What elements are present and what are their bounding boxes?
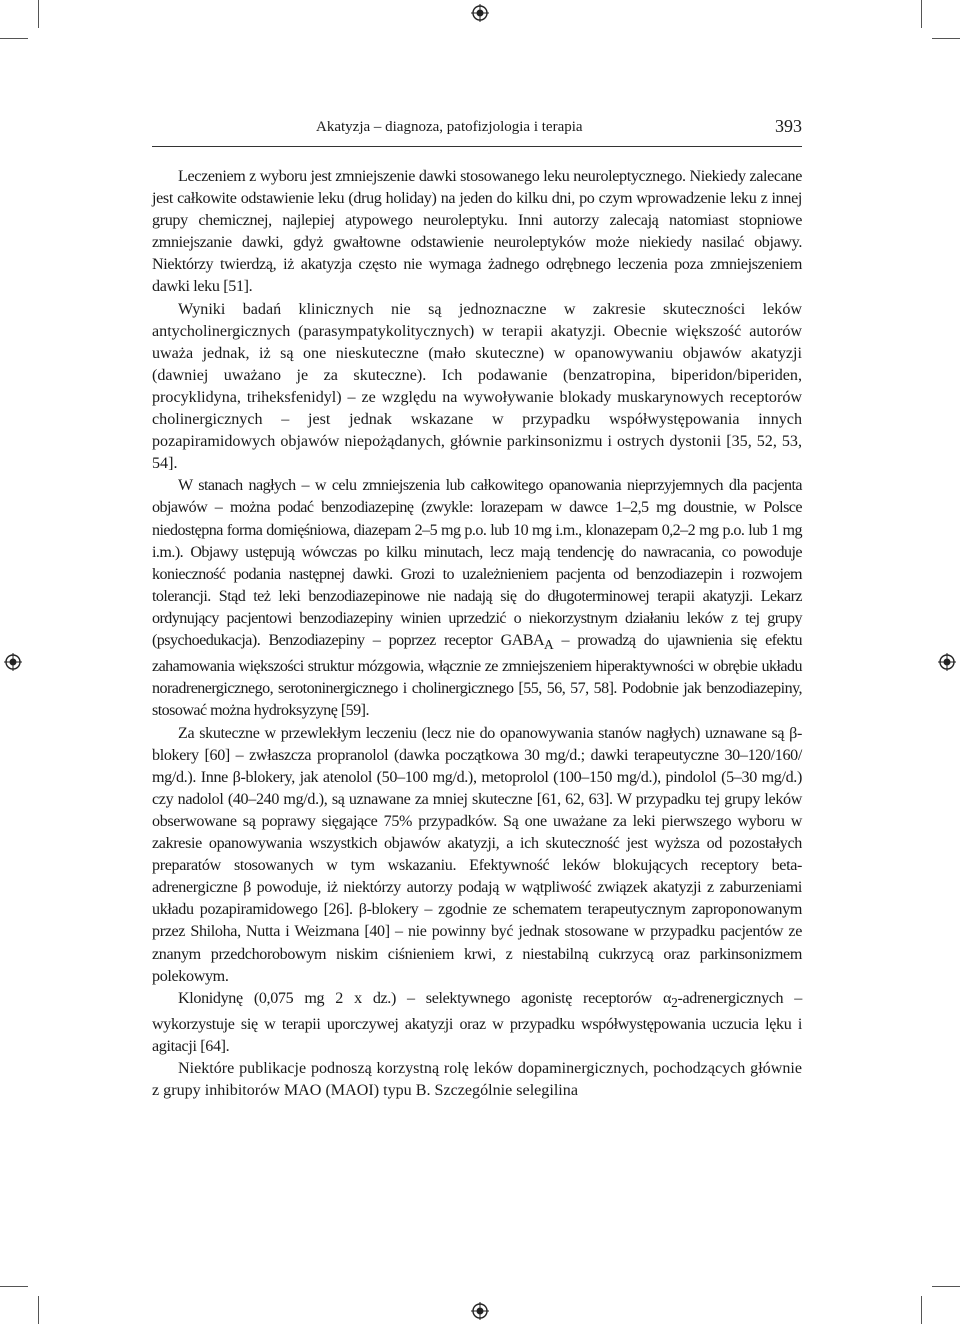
paragraph-dopaminergic: Niektóre publikacje podnoszą korzystną rolę leków dopaminergicznych, pochodzących głównie z grupy inhibitorów MAO (MAOI) typu B. Szczególnie selegilina (152, 1060, 802, 1100)
crop-mark-bottom-left-h (0, 1286, 28, 1287)
subscript-alpha: 2 (671, 994, 678, 1010)
crop-mark-bottom-left (38, 1296, 39, 1324)
crop-mark-bottom-right-h (932, 1286, 960, 1287)
paragraph-clonidine: Klonidynę (0,075 mg 2 x dz.) – selektywnego agonistę receptorów $\alpha_2$-adrenergicznych – wykorzystuje się w terapii uporczywej akatyzji oraz w przypadku współwystępowania uczucia lęku i agitacji [64]. (152, 989, 803, 1056)
crop-mark-top-left-h (0, 38, 28, 39)
paragraph-dose-reduction: Leczeniem z wyboru jest zmniejszenie dawki stosowanego leku neuroleptycznego. Niekiedy zalecane jest całkowite odstawienie leku (drug holiday) na jeden do kilku dni, po czym wprowadzenie leku z innej grupy chemicznej, najlepiej atypowego neuroleptyku. Inni autorzy zalecają natomiast stopniowe zmniejszanie dawki, gdyż gwałtowne odstawienie neuroleptyków może niekiedy nasilać objawy. Niektórzy twierdzą, iż akatyzja często nie wymaga żadnego odrębnego leczenia poza zmniejszeniem dawki leku [51]. (152, 168, 802, 296)
running-head (152, 116, 802, 140)
registration-mark-left-icon (4, 653, 22, 671)
registration-mark-top-icon (471, 4, 489, 22)
registration-mark-right-icon (938, 653, 956, 671)
crop-mark-top-left (38, 0, 39, 28)
crop-mark-top-right (921, 0, 922, 28)
body-text (152, 166, 802, 1102)
crop-mark-top-right-h (932, 38, 960, 39)
registration-mark-bottom-icon (471, 1302, 489, 1320)
page-number: 393 (775, 116, 802, 136)
paragraph-anticholinergics: Wyniki badań klinicznych nie są jednoznaczne w zakresie skuteczności leków antycholinergicznych (parasympatykolitycznych) w terapii akatyzji. Obecnie większość autorów uważa jednak, iż są one nieskuteczne (mało skuteczne) w opanowywaniu objawów akatyzji (dawniej uważano je za skuteczne). Ich podawanie (benzatropina, biperidon/biperiden, procyklidyna, triheksfenidyl) – ze względu na wywoływanie blokady muskarynowych receptorów cholinergicznych – jest jednak wskazane w przypadku współwystępowania innych pozapiramidowych objawów niepożądanych, głównie parkinsonizmu i ostrych dystonii [35, 52, 53, 54]. (152, 300, 802, 473)
crop-mark-bottom-right (921, 1296, 922, 1324)
running-title: Akatyzja – diagnoza, patofizjologia i terapia (316, 119, 583, 135)
subscript-gaba: A (544, 637, 554, 653)
paragraph-beta-blockers: Za skuteczne w przewlekłym leczeniu (lecz nie do opanowywania stanów nagłych) uznawane są β-blokery [60] – zwłaszcza propranolol (dawka początkowa 30 mg/d.; dawki terapeutyczne 30–120/160/ mg/d.). Inne β-blokery, jak atenolol (50–100 mg/d.), metoprolol (100–150 mg/d.), pindolol (5–30 mg/d.) czy nadolol (40–240 mg/d.), są uznawane za mniej skuteczne [61, 62, 63]. W przypadku tej grupy leków obserwowane są poprawy sięgające 75% przypadków. Są one uważane za leki pierwszego wyboru w zakresie opanowywania wszystkich objawów akatyzji, a ich skuteczność jest wyższa od pozostałych preparatów stosowanych w tym wskazaniu. Efektywność leków blokujących receptory beta-adrenergiczne β powoduje, iż niektórzy autorzy podają w wątpliwość związek akatyzji z zaburzeniami układu pozapiramidowego [26]. β-blokery – zgodnie ze schematem terapeutycznym zaproponowanym przez Shiloha, Nutta i Weizmana [40] – nie powinny być jednak stosowane w przypadku pacjentów ze znanym przedchorobowym niskim ciśnieniem krwi, z niestabilną cukrzycą oraz parkinsonizmem polekowym. (152, 724, 802, 985)
paragraph-benzodiazepines: W stanach nagłych – w celu zmniejszenia lub całkowitego opanowania nieprzyjemnych dla pacjenta objawów – można podać benzodiazepinę (zwykle: lorazepam w dawce 1–2,5 mg doustnie, w Polsce niedostępna forma domięśniowa, diazepam 2–5 mg p.o. lub 10 mg i.m., klonazepam 0,2–2 mg p.o. lub 1 mg i.m.). Objawy ustępują wówczas po kilku minutach, lecz mają tendencję do nawracania, co powoduje konieczność podania następnej dawki. Grozi to uzależnieniem pacjenta od benzodiazepin i rozwojem tolerancji. Stąd też leki benzodiazepinowe nie nadają się do długoterminowej terapii akatyzji. Lekarz ordynujący pacjentowi benzodiazepiny winien uprzedzić o niekorzystnym działaniu leków z tej grupy (psychoedukacja). Benzodiazepiny – poprzez receptor $GABA_A$ – prowadzą do ujawnienia się efektu zahamowania większości struktur mózgowia, włącznie ze zmniejszeniem hiperaktywności w obrębie układu noradrenergicznego, serotoninergicznego i cholinergicznego [55, 56, 57, 58]. Podobnie jak benzodiazepiny, stosować można hydroksyzynę [59]. (152, 477, 802, 720)
header-rule (152, 146, 802, 147)
